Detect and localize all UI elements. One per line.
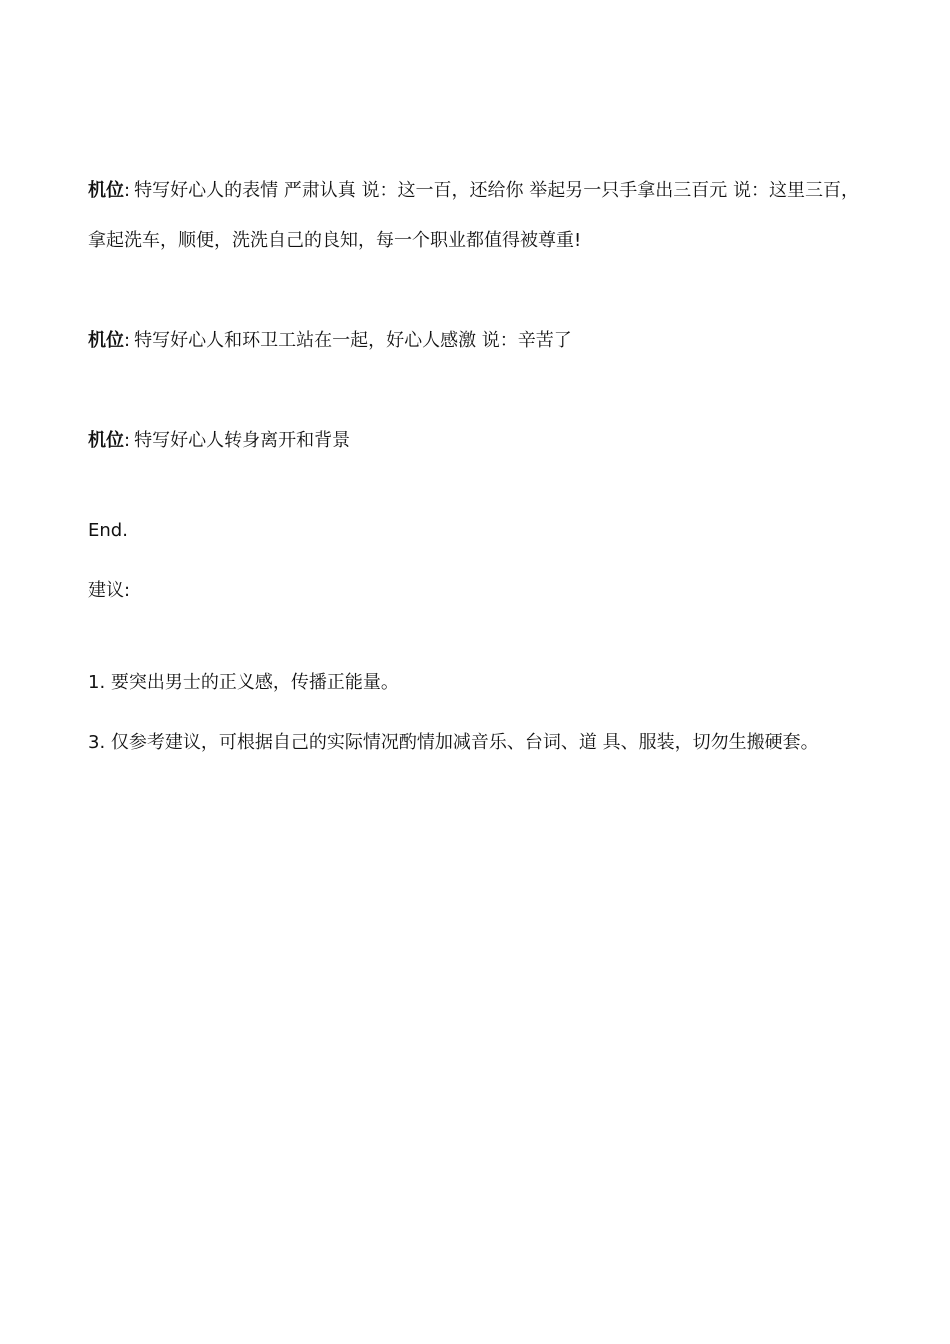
shot-paragraph-3 (88, 416, 868, 466)
shot-paragraph-2 (88, 316, 868, 366)
end-marker: End. (88, 520, 128, 541)
shot-text: 特写好心人的表情 严肃认真 说：这一百，还给你 举起另一只手拿出三百元 说：这里三百，拿起洗车，顺便，洗洗自己的良知，每一个职业都值得被尊重! (88, 180, 859, 251)
shot-separator: : (124, 430, 131, 451)
shot-label: 机位 (88, 330, 124, 351)
suggestions-heading: 建议: (88, 580, 131, 601)
shot-separator: : (124, 330, 131, 351)
shot-separator: : (124, 180, 131, 201)
shot-label: 机位 (88, 180, 124, 201)
shot-text: 特写好心人和环卫工站在一起，好心人感激 说：辛苦了 (134, 330, 572, 351)
suggestion-item: 1. 要突出男士的正义感，传播正能量。 (88, 672, 399, 693)
shot-label: 机位 (88, 430, 124, 451)
suggestion-item: 3. 仅参考建议，可根据自己的实际情况酌情加减音乐、台词、道 具、服装，切勿生搬硬套。 (88, 732, 819, 753)
shot-paragraph-1 (88, 166, 868, 266)
shot-text: 特写好心人转身离开和背景 (134, 430, 351, 451)
